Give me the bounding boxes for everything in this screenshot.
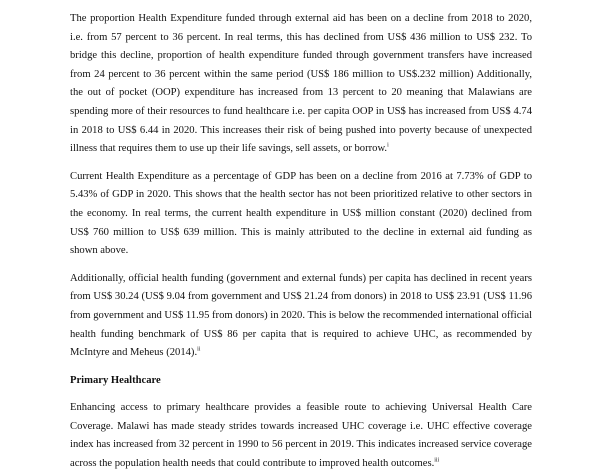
paragraph-text: The proportion Health Expenditure funded through external aid has been on a decline from 2018 to 2020, i.e. from 57 percent to 36 percent. In real terms, this has declined from US$ 436 million to US$ 232. To bridge this decline, proportion of health expenditure funded through government transfers have increased from 24 percent to 36 percent within the same period (US$ 186 million to US$.232 million) Additionally, the out of pocket (OOP) expenditure has increased from 13 percent to 20 meaning that Malawians are spending more of their resources to fund healthcare i.e. per capita OOP in US$ has increased from US$ 4.74 in 2018 to US$ 6.44 in 2020. This increases their risk of being pushed into poverty because of unexpected illness that requires them to use up their life savings, sell assets, or borrow. [70,13,532,155]
paragraph-text: Enhancing access to primary healthcare provides a feasible route to achieving Universal Health Care Coverage. Malawi has made steady strides towards increased UHC coverage i.e. UHC effective coverage index has increased from 32 percent in 1990 to 56 percent in 2019. This indicates increased service coverage across the population health needs that could contribute to improved health outcomes. [70,402,532,470]
section-heading: Primary Healthcare [70,374,161,386]
paragraph-primary-healthcare [70,399,532,473]
footnote-marker: i [387,142,389,149]
paragraph-gdp-share [70,168,532,261]
paragraph-text: Additionally, official health funding (government and external funds) per capita has declined in recent years from US$ 30.24 (US$ 9.04 from government and US$ 21.24 from donors) in 2018 to US$ 23.91 (US$ 11.96 from government and US$ 11.95 from donors) in 2020. This is below the recommended international official health funding benchmark of US$ 86 per capita that is required to achieve UHC, as recommended by McIntyre and Meheus (2014). [70,272,533,359]
footnote-marker: iii [434,457,440,464]
paragraph-per-capita-funding [70,270,532,363]
paragraph-external-aid [70,10,532,159]
footnote-marker: ii [197,346,201,353]
paragraph-text: Current Health Expenditure as a percentage of GDP has been on a decline from 2016 at 7.73% of GDP to 5.43% of GDP in 2020. This shows that the health sector has not been prioritized relative to other sectors in the economy. In real terms, the current health expenditure in US$ million constant (2020) declined from US$ 760 million to US$ 639 million. This is mainly attributed to the decline in external aid funding as shown above. [70,170,532,257]
